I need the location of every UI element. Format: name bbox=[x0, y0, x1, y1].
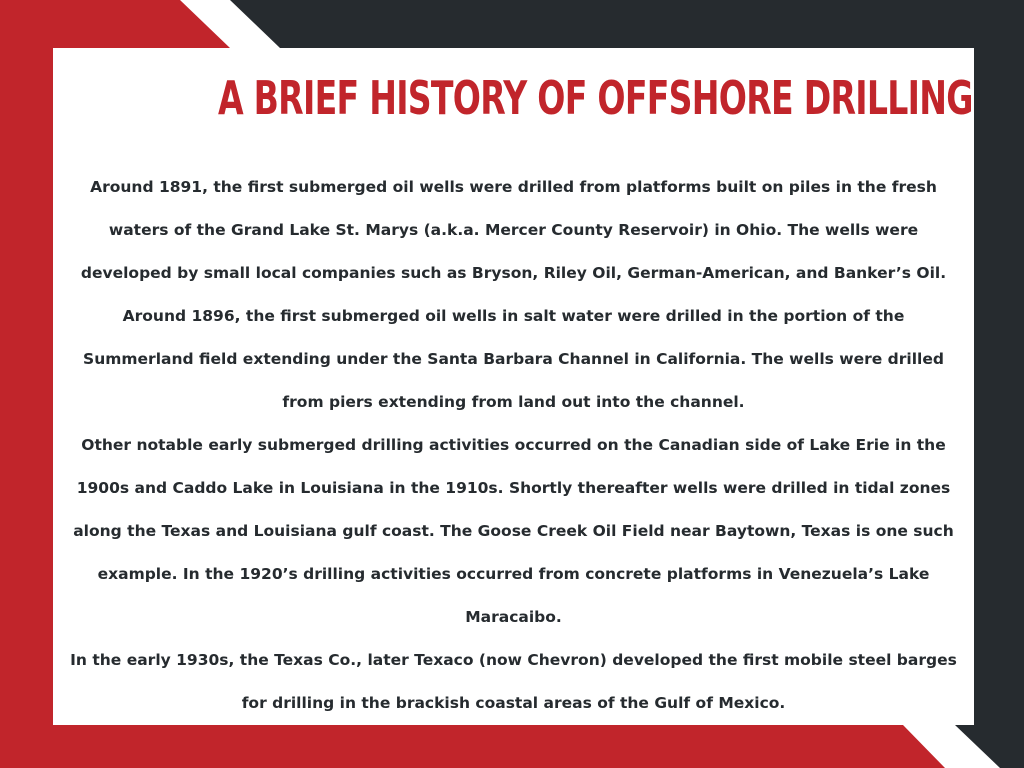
paragraph-1930s: In the early 1930s, the Texas Co., later Texaco (now Chevron) developed the first mobile steel barges for drilling in the brackish coastal areas of the Gulf of Mexico. bbox=[70, 651, 957, 712]
slide-body bbox=[67, 166, 960, 725]
content-card bbox=[53, 48, 974, 725]
slide-title: A BRIEF HISTORY OF OFFSHORE DRILLING bbox=[217, 71, 973, 125]
paragraph-1896: Around 1896, the first submerged oil wells in salt water were drilled in the portion of the Summerland field extending under the Santa Barbara Channel in California. The wells were drilled from piers extending from land out into the channel. bbox=[83, 307, 944, 411]
paragraph-early-activities: Other notable early submerged drilling activities occurred on the Canadian side of Lake Erie in the 1900s and Caddo Lake in Louisiana in the 1910s. Shortly thereafter wells were drilled in tidal zones along the Texas and Louisiana gulf coast. The Goose Creek Oil Field near Baytown, Texas is one such example. In the 1920’s drilling activities occurred from concrete platforms in Venezuela’s Lake Maracaibo. bbox=[73, 436, 954, 626]
paragraph-1891: Around 1891, the first submerged oil wells were drilled from platforms built on piles in the fresh waters of the Grand Lake St. Marys (a.k.a. Mercer County Reservoir) in Ohio. The wells were developed by small local companies such as Bryson, Riley Oil, German-American, and Banker’s Oil. bbox=[80, 178, 947, 282]
